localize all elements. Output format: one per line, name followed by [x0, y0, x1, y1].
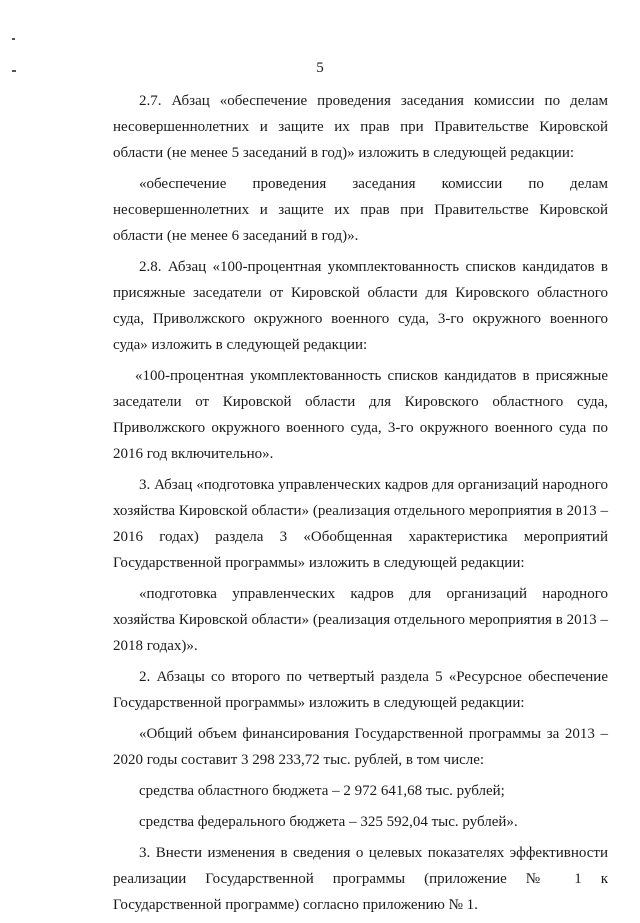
- document-body: [113, 88, 608, 923]
- paragraph-3-targets: 3. Внести изменения в сведения о целевых показателях эффективности реализации Государственной программы (приложение № 1 к Государственной программе) согласно приложению № 1.: [113, 845, 608, 913]
- paragraph-federal-budget: средства федерального бюджета – 325 592,04 тыс. рублей».: [139, 814, 518, 830]
- paragraph-2-8-new-text: «100-процентная укомплектованность списков кандидатов в присяжные заседатели от Кировской области для Кировского областного суда, Приволжского окружного военного суда, 3-го окружного военного суда по 2016 год включительно».: [113, 368, 608, 462]
- scan-mark-top: [12, 38, 15, 40]
- paragraph-total-financing: «Общий объем финансирования Государственной программы за 2013 – 2020 годы составит 3 298 233,72 тыс. рублей, в том числе:: [113, 726, 608, 768]
- paragraph-2-8: 2.8. Абзац «100-процентная укомплектованность списков кандидатов в присяжные заседатели от Кировской области для Кировского областного суда, Приволжского окружного военного суда, 3-го окружного военного суда» изложить в следующей редакции:: [113, 259, 608, 353]
- page-number: 5: [316, 60, 324, 76]
- paragraph-regional-budget: средства областного бюджета – 2 972 641,68 тыс. рублей;: [139, 783, 505, 799]
- paragraph-3-new-text: «подготовка управленческих кадров для организаций народного хозяйства Кировской области» (реализация отдельного мероприятия в 2013 – 2018 годах)».: [113, 586, 608, 654]
- paragraph-2-7-new-text: «обеспечение проведения заседания комиссии по делам несовершеннолетних и защите их прав при Правительстве Кировской области (не менее 6 заседаний в год)».: [113, 176, 608, 244]
- paragraph-2-section-5: 2. Абзацы со второго по четвертый раздела 5 «Ресурсное обеспечение Государственной программы» изложить в следующей редакции:: [113, 669, 608, 711]
- paragraph-2-7: 2.7. Абзац «обеспечение проведения заседания комиссии по делам несовершеннолетних и защите их прав при Правительстве Кировской области (не менее 5 заседаний в год)» изложить в следующей редакции:: [113, 93, 608, 161]
- paragraph-3-section-3: 3. Абзац «подготовка управленческих кадров для организаций народного хозяйства Кировской области» (реализация отдельного мероприятия в 2013 – 2016 годах) раздела 3 «Обобщенная характеристика мероприятий Государственной программы» изложить в следующей редакции:: [113, 477, 608, 571]
